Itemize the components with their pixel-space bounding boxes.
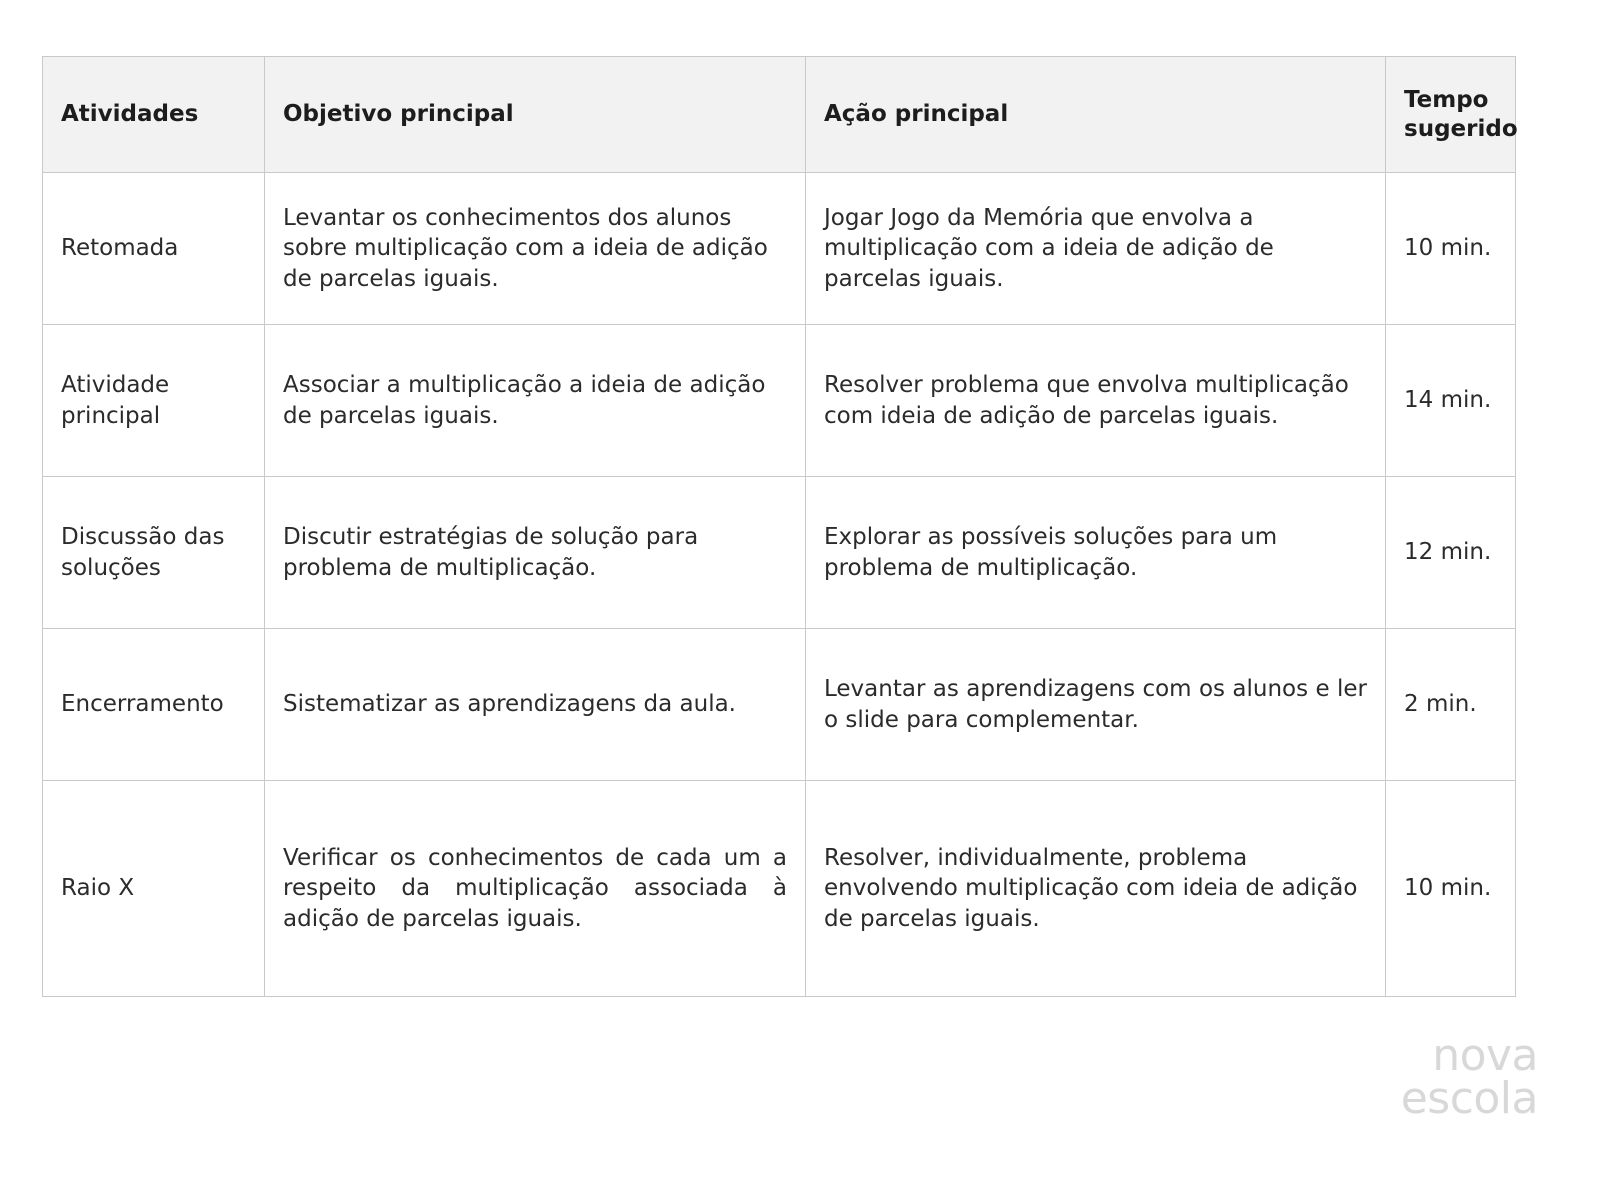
table-row bbox=[43, 173, 1516, 325]
cell-tempo: 10 min. bbox=[1386, 173, 1516, 325]
cell-objetivo: Levantar os conhecimentos dos alunos sobre multiplicação com a ideia de adição de parcelas iguais. bbox=[265, 173, 806, 325]
table-body bbox=[43, 173, 1516, 997]
column-header-objetivo: Objetivo principal bbox=[265, 57, 806, 173]
table-header-row bbox=[43, 57, 1516, 173]
cell-atividade: Retomada bbox=[43, 173, 265, 325]
cell-acao: Levantar as aprendizagens com os alunos e ler o slide para complementar. bbox=[806, 629, 1386, 781]
column-header-tempo: Tempo sugerido bbox=[1386, 57, 1516, 173]
table-row bbox=[43, 477, 1516, 629]
column-header-acao: Ação principal bbox=[806, 57, 1386, 173]
cell-acao: Resolver problema que envolva multiplicação com ideia de adição de parcelas iguais. bbox=[806, 325, 1386, 477]
logo-line-1: nova bbox=[1432, 1029, 1538, 1081]
cell-acao: Explorar as possíveis soluções para um problema de multiplicação. bbox=[806, 477, 1386, 629]
cell-atividade: Encerramento bbox=[43, 629, 265, 781]
column-header-atividades: Atividades bbox=[43, 57, 265, 173]
table-row bbox=[43, 781, 1516, 997]
cell-objetivo: Sistematizar as aprendizagens da aula. bbox=[265, 629, 806, 781]
logo-line-2: escola bbox=[1400, 1072, 1538, 1124]
table-row bbox=[43, 325, 1516, 477]
cell-tempo: 12 min. bbox=[1386, 477, 1516, 629]
cell-objetivo: Discutir estratégias de solução para problema de multiplicação. bbox=[265, 477, 806, 629]
cell-tempo: 2 min. bbox=[1386, 629, 1516, 781]
cell-acao: Jogar Jogo da Memória que envolva a multiplicação com a ideia de adição de parcelas iguais. bbox=[806, 173, 1386, 325]
table-row bbox=[43, 629, 1516, 781]
cell-tempo: 14 min. bbox=[1386, 325, 1516, 477]
cell-tempo: 10 min. bbox=[1386, 781, 1516, 997]
cell-atividade: Atividade principal bbox=[43, 325, 265, 477]
cell-objetivo: Associar a multiplicação a ideia de adição de parcelas iguais. bbox=[265, 325, 806, 477]
cell-acao: Resolver, individualmente, problema envolvendo multiplicação com ideia de adição de parcelas iguais. bbox=[806, 781, 1386, 997]
cell-atividade: Discussão das soluções bbox=[43, 477, 265, 629]
nova-escola-logo bbox=[1400, 1029, 1538, 1124]
table-header bbox=[43, 57, 1516, 173]
cell-atividade: Raio X bbox=[43, 781, 265, 997]
lesson-plan-table bbox=[42, 56, 1516, 997]
cell-objetivo: Verificar os conhecimentos de cada um a respeito da multiplicação associada à adição de parcelas iguais. bbox=[265, 781, 806, 997]
